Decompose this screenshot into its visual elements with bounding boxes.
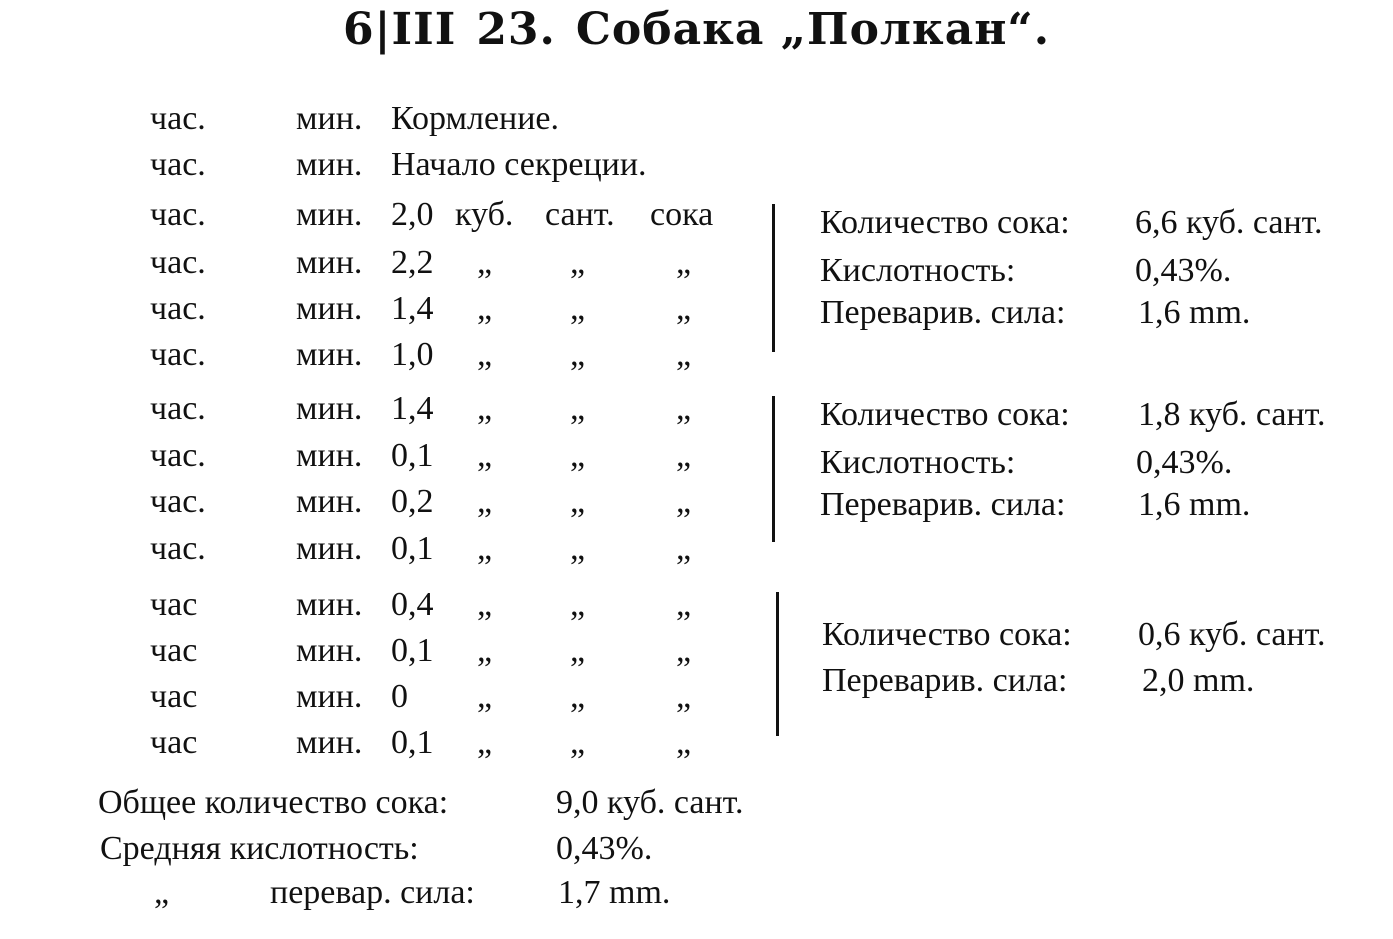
summary-value: 0,43%. — [1136, 444, 1233, 481]
unit-sant: сант. — [545, 196, 615, 233]
measurement-value: 0,4 — [391, 586, 434, 623]
measurement-hour-label: час. — [150, 244, 206, 281]
summary-label: Количество сока: — [820, 204, 1070, 241]
ditto-mark: „ — [676, 530, 692, 567]
unit-juice: сока — [650, 196, 714, 233]
measurement-minute-label: мин. — [296, 390, 363, 427]
measurement-row — [0, 244, 780, 290]
ditto-mark: „ — [676, 244, 692, 281]
ditto-mark: „ — [676, 336, 692, 373]
ditto-mark: „ — [676, 437, 692, 474]
summary-value: 1,6 mm. — [1138, 486, 1251, 523]
ditto-mark: „ — [477, 586, 493, 623]
measurement-row — [0, 196, 780, 242]
summary-label: Переварив. сила: — [820, 486, 1066, 523]
measurement-row — [0, 586, 780, 632]
ditto-mark: „ — [676, 724, 692, 761]
measurement-value: 0,2 — [391, 483, 434, 520]
ditto-mark: „ — [477, 678, 493, 715]
summary-value: 0,6 куб. сант. — [1138, 616, 1326, 653]
ditto-mark: „ — [570, 530, 586, 567]
ditto-mark: „ — [570, 586, 586, 623]
ditto-mark: „ — [477, 437, 493, 474]
event-hour-label: час. — [150, 100, 206, 137]
ditto-mark: „ — [477, 724, 493, 761]
measurement-hour-label: час. — [150, 196, 206, 233]
summary-label: Переварив. сила: — [822, 662, 1068, 699]
ditto-mark: „ — [154, 874, 170, 911]
measurement-hour-label: час. — [150, 530, 206, 567]
measurement-row — [0, 483, 780, 529]
measurement-value: 2,2 — [391, 244, 434, 281]
event-row-secretion-start — [0, 146, 780, 192]
summary-value: 1,6 mm. — [1138, 294, 1251, 331]
measurement-minute-label: мин. — [296, 632, 363, 669]
summary-value: 0,43%. — [1135, 252, 1232, 289]
measurement-minute-label: мин. — [296, 244, 363, 281]
measurement-value: 0 — [391, 678, 408, 715]
ditto-mark: „ — [570, 390, 586, 427]
measurement-minute-label: мин. — [296, 483, 363, 520]
ditto-mark: „ — [676, 586, 692, 623]
ditto-mark: „ — [570, 724, 586, 761]
measurement-hour-label: час — [150, 632, 198, 669]
ditto-mark: „ — [477, 244, 493, 281]
measurement-value: 0,1 — [391, 724, 434, 761]
measurement-row — [0, 390, 780, 436]
summary-value: 2,0 mm. — [1142, 662, 1255, 699]
digest-value: 1,7 mm. — [558, 874, 671, 911]
summary-label: Кислотность: — [820, 252, 1016, 289]
measurement-row — [0, 437, 780, 483]
event-minute-label: мин. — [296, 100, 363, 137]
measurement-value: 1,0 — [391, 336, 434, 373]
ditto-mark: „ — [570, 336, 586, 373]
acidity-value: 0,43%. — [556, 830, 653, 867]
ditto-mark: „ — [676, 483, 692, 520]
measurement-minute-label: мин. — [296, 196, 363, 233]
measurement-hour-label: час — [150, 586, 198, 623]
digest-label: перевар. сила: — [270, 874, 475, 911]
ditto-mark: „ — [477, 530, 493, 567]
measurement-minute-label: мин. — [296, 336, 363, 373]
summary-value: 6,6 куб. сант. — [1135, 204, 1323, 241]
ditto-mark: „ — [570, 290, 586, 327]
measurement-value: 0,1 — [391, 530, 434, 567]
event-hour-label: час. — [150, 146, 206, 183]
summary-label: Переварив. сила: — [820, 294, 1066, 331]
measurement-value: 2,0 — [391, 196, 434, 233]
group-bracket — [772, 396, 775, 542]
event-text: Кормление. — [391, 100, 560, 137]
measurement-minute-label: мин. — [296, 290, 363, 327]
event-row-feeding — [0, 100, 780, 146]
measurement-value: 0,1 — [391, 437, 434, 474]
ditto-mark: „ — [477, 483, 493, 520]
measurement-hour-label: час — [150, 724, 198, 761]
measurement-hour-label: час. — [150, 483, 206, 520]
ditto-mark: „ — [570, 244, 586, 281]
measurement-minute-label: мин. — [296, 437, 363, 474]
acidity-label: Средняя кислотность: — [100, 830, 419, 867]
measurement-hour-label: час. — [150, 290, 206, 327]
ditto-mark: „ — [570, 483, 586, 520]
page-title — [0, 4, 1393, 55]
ditto-mark: „ — [676, 678, 692, 715]
measurement-hour-label: час — [150, 678, 198, 715]
measurement-minute-label: мин. — [296, 586, 363, 623]
measurement-row — [0, 632, 780, 678]
measurement-minute-label: мин. — [296, 678, 363, 715]
summary-value: 1,8 куб. сант. — [1138, 396, 1326, 433]
ditto-mark: „ — [477, 390, 493, 427]
unit-cc: куб. — [455, 196, 514, 233]
measurement-value: 1,4 — [391, 390, 434, 427]
ditto-mark: „ — [676, 632, 692, 669]
ditto-mark: „ — [676, 290, 692, 327]
measurement-value: 1,4 — [391, 290, 434, 327]
measurement-hour-label: час. — [150, 437, 206, 474]
measurement-minute-label: мин. — [296, 530, 363, 567]
measurement-row — [0, 530, 780, 576]
ditto-mark: „ — [570, 437, 586, 474]
measurement-row — [0, 724, 780, 770]
event-minute-label: мин. — [296, 146, 363, 183]
measurement-row — [0, 678, 780, 724]
ditto-mark: „ — [477, 290, 493, 327]
ditto-mark: „ — [477, 336, 493, 373]
total-value: 9,0 куб. сант. — [556, 784, 744, 821]
measurement-value: 0,1 — [391, 632, 434, 669]
title-year: 23. — [476, 4, 556, 55]
ditto-mark: „ — [570, 678, 586, 715]
title-date: 6|III — [342, 4, 457, 55]
ditto-mark: „ — [477, 632, 493, 669]
measurement-hour-label: час. — [150, 336, 206, 373]
event-text: Начало секреции. — [391, 146, 647, 183]
measurement-row — [0, 290, 780, 336]
measurement-row — [0, 336, 780, 382]
title-subject: Собака „Полкан“. — [575, 4, 1051, 55]
measurement-minute-label: мин. — [296, 724, 363, 761]
group-bracket — [772, 204, 775, 352]
summary-label: Количество сока: — [820, 396, 1070, 433]
summary-label: Кислотность: — [820, 444, 1016, 481]
total-label: Общее количество сока: — [98, 784, 449, 821]
summary-label: Количество сока: — [822, 616, 1072, 653]
measurement-hour-label: час. — [150, 390, 206, 427]
ditto-mark: „ — [676, 390, 692, 427]
ditto-mark: „ — [570, 632, 586, 669]
group-bracket — [776, 592, 779, 736]
